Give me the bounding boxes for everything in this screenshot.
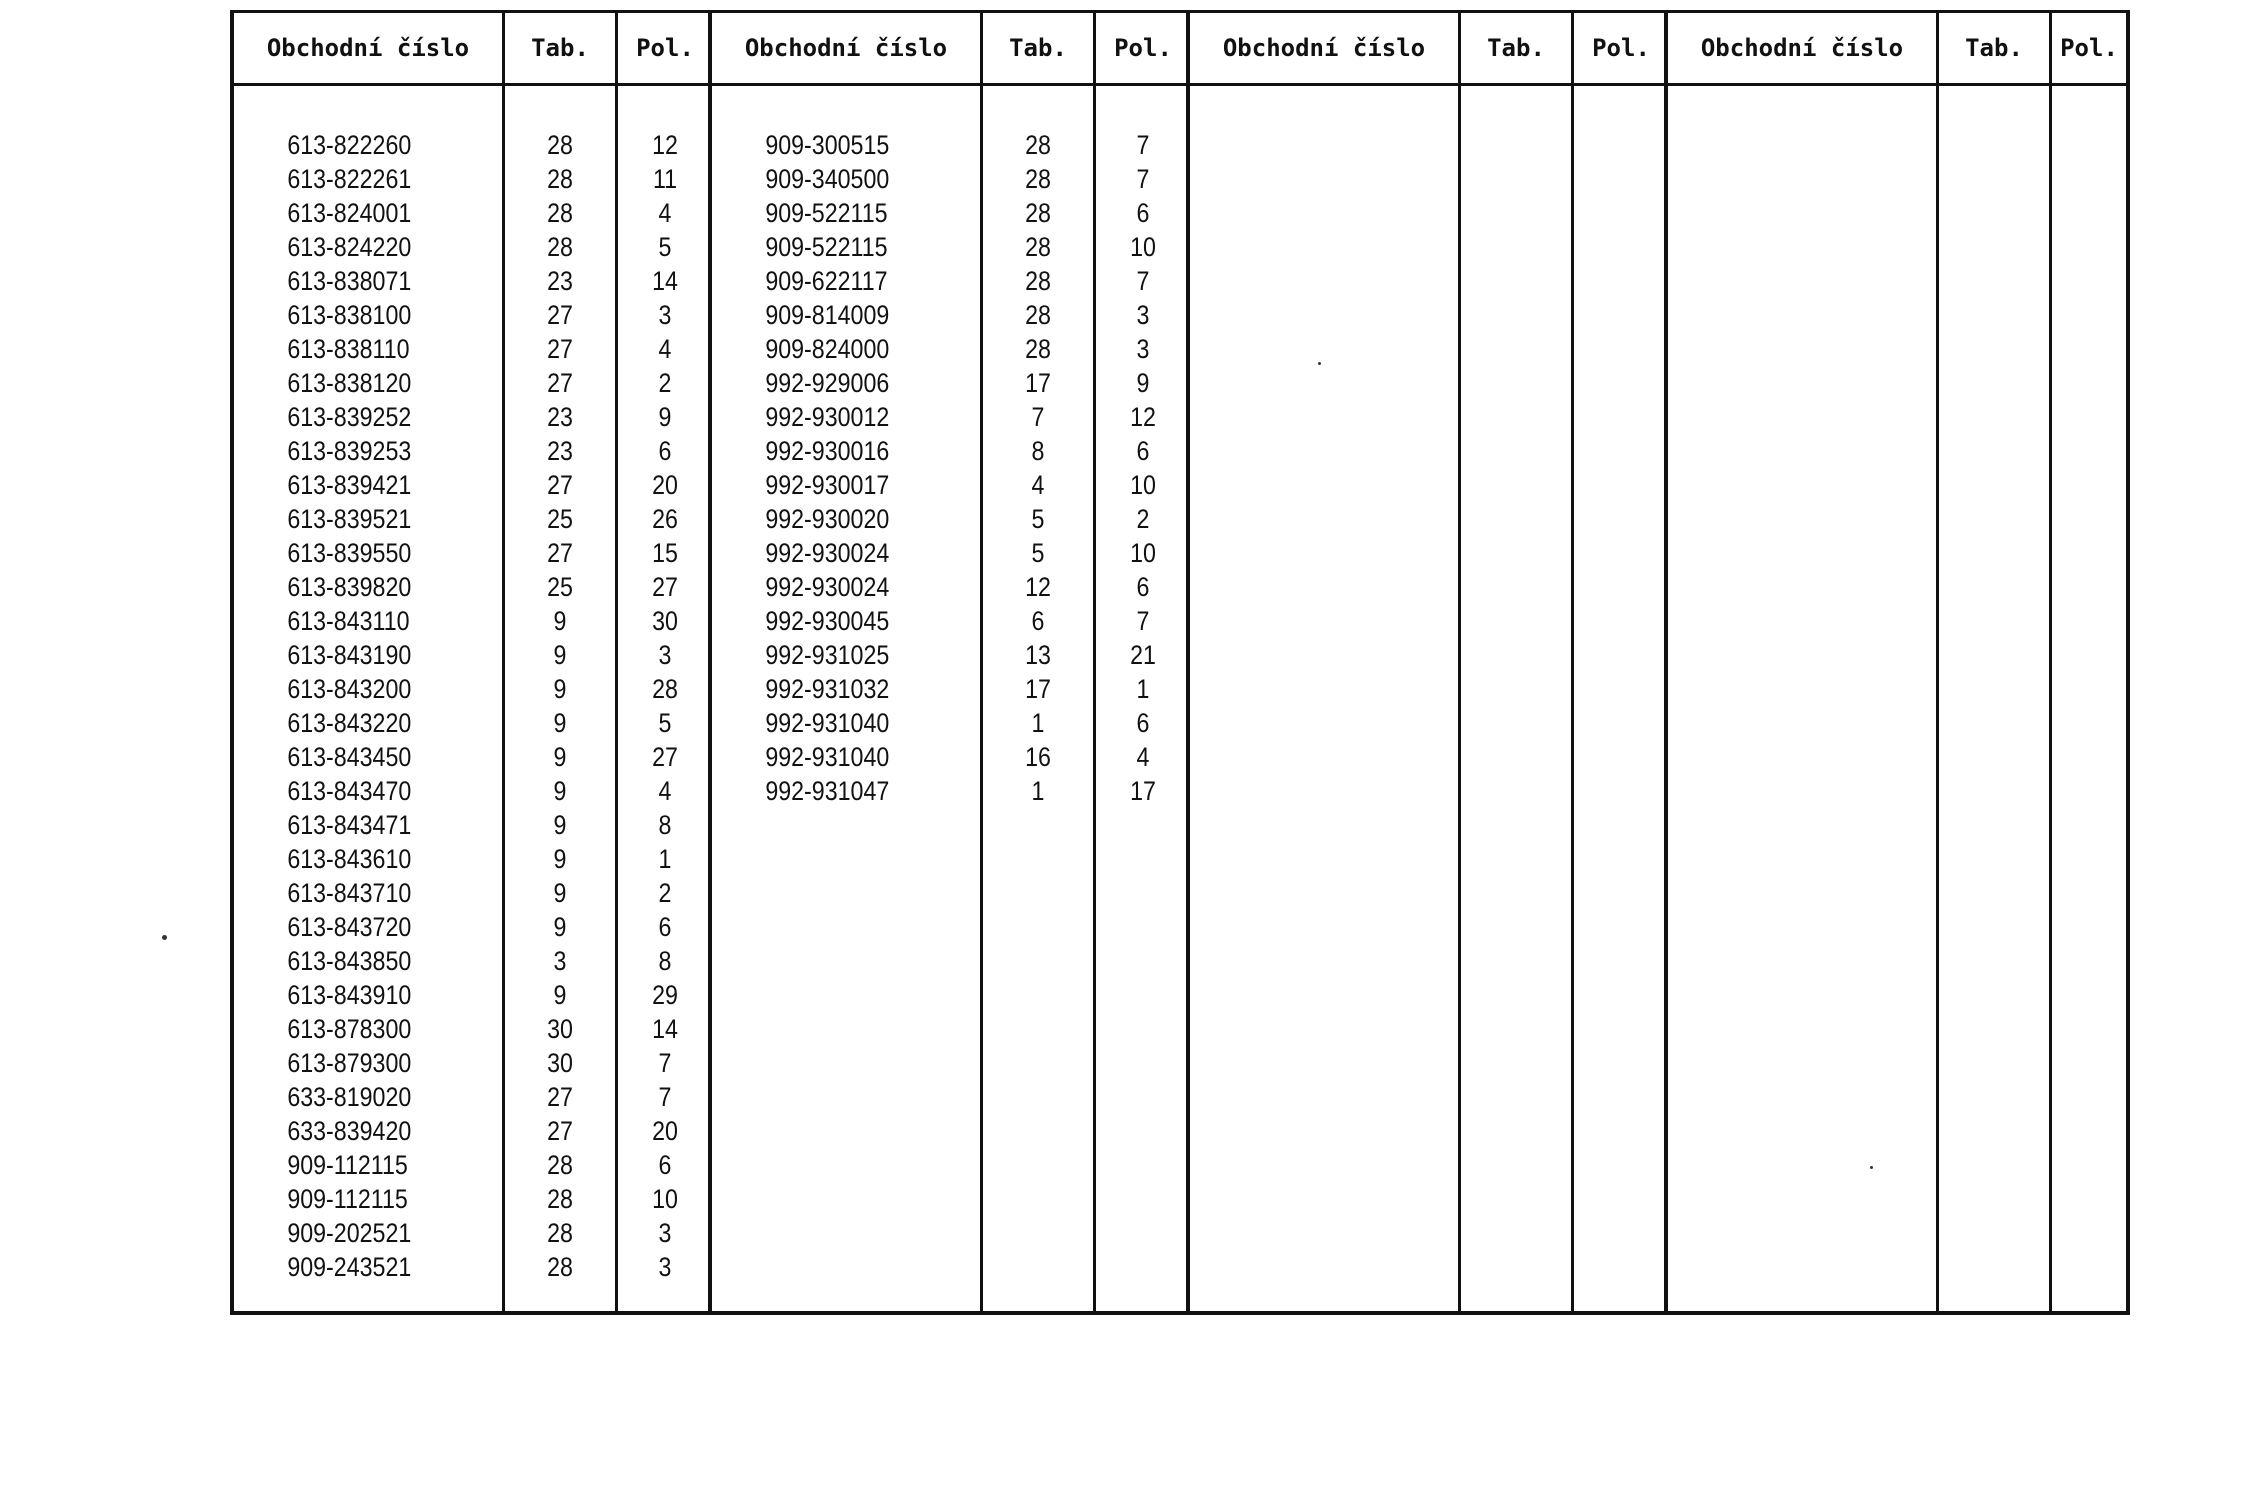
code-header: Obchodní číslo (234, 13, 502, 86)
code-cell: 992-930024 (765, 538, 890, 568)
code-cell: 909-814009 (765, 300, 890, 330)
pol-cell: 4 (658, 776, 672, 806)
tab-cell: 9 (553, 878, 567, 908)
code-cell: 992-931032 (765, 674, 890, 704)
code-cell: 613-878300 (287, 1014, 412, 1044)
code-cell: 992-930016 (765, 436, 890, 466)
code-cell: 613-838071 (287, 266, 412, 296)
tab-cell: 28 (1025, 266, 1051, 296)
code-cell: 613-839521 (287, 504, 412, 534)
pol-cell: 8 (658, 810, 672, 840)
pol-cell: 12 (1130, 402, 1156, 432)
pol-cell: 14 (652, 266, 678, 296)
code-cell: 613-843471 (287, 810, 412, 840)
code-cell: 613-822260 (287, 130, 412, 160)
pol-cell: 7 (1136, 266, 1150, 296)
code-cells (1190, 86, 1458, 128)
tab-cell: 27 (547, 470, 573, 500)
code-cells (712, 86, 980, 808)
tab-cell: 23 (547, 266, 573, 296)
tab-cell: 23 (547, 436, 573, 466)
code-cell: 613-843720 (287, 912, 412, 942)
code-cell: 992-930024 (765, 572, 890, 602)
tab-cell: 28 (547, 1184, 573, 1214)
tab-cell: 28 (1025, 198, 1051, 228)
tab-cell: 28 (1025, 164, 1051, 194)
code-header: Obchodní číslo (712, 13, 980, 86)
code-cell: 613-838120 (287, 368, 412, 398)
tab-cell: 28 (547, 130, 573, 160)
tab-header: Tab. (983, 13, 1093, 86)
code-cell: 613-824220 (287, 232, 412, 262)
tab-cells (1461, 86, 1571, 128)
column-group-1 (234, 13, 712, 1311)
pol-cell: 4 (1136, 742, 1150, 772)
code-cell: 613-839421 (287, 470, 412, 500)
tab-cell: 27 (547, 1116, 573, 1146)
tab-cell: 9 (553, 844, 567, 874)
tab-cell: 1 (1031, 776, 1045, 806)
tab-cells (1939, 86, 2049, 128)
tab-cell: 30 (547, 1014, 573, 1044)
scan-speck (1318, 362, 1321, 365)
tab-cell: 17 (1025, 674, 1051, 704)
code-cell: 909-340500 (765, 164, 890, 194)
pol-cell: 9 (658, 402, 672, 432)
tab-cell: 28 (547, 198, 573, 228)
tab-cells (505, 86, 615, 1284)
tab-cell: 9 (553, 742, 567, 772)
tab-cell: 27 (547, 300, 573, 330)
pol-cell: 7 (1136, 164, 1150, 194)
pol-cell: 6 (1136, 436, 1150, 466)
pol-cell: 7 (658, 1082, 672, 1112)
pol-cell: 11 (652, 164, 678, 194)
pol-cell: 10 (1130, 232, 1156, 262)
tab-cell: 4 (1031, 470, 1045, 500)
code-cells (1668, 86, 1936, 128)
code-cell: 613-822261 (287, 164, 412, 194)
tab-cell: 28 (547, 1252, 573, 1282)
code-cell: 992-931047 (765, 776, 890, 806)
parts-index-table (230, 10, 2130, 1315)
tab-cell: 27 (547, 368, 573, 398)
pol-cell: 28 (652, 674, 678, 704)
pol-cell: 15 (652, 538, 678, 568)
tab-cell: 25 (547, 504, 573, 534)
code-cell: 992-931040 (765, 708, 890, 738)
tab-cell: 28 (1025, 130, 1051, 160)
code-cell: 909-824000 (765, 334, 890, 364)
tab-cell: 27 (547, 1082, 573, 1112)
tab-cell: 9 (553, 640, 567, 670)
tab-column (1458, 13, 1571, 1311)
tab-cell: 25 (547, 572, 573, 602)
column-group-3 (1190, 13, 1668, 1311)
pol-cell: 14 (652, 1014, 678, 1044)
pol-cell: 6 (658, 912, 672, 942)
code-cell: 992-930020 (765, 504, 890, 534)
code-cell: 613-838100 (287, 300, 412, 330)
code-cell: 613-843200 (287, 674, 412, 704)
code-cell: 613-843610 (287, 844, 412, 874)
tab-cell: 27 (547, 334, 573, 364)
code-cell: 992-929006 (765, 368, 890, 398)
tab-cell: 7 (1031, 402, 1045, 432)
pol-cell: 8 (658, 946, 672, 976)
tab-cell: 9 (553, 810, 567, 840)
pol-cell: 3 (658, 1218, 672, 1248)
code-cell: 909-522115 (765, 198, 888, 228)
pol-cell: 3 (1136, 334, 1150, 364)
tab-header: Tab. (1939, 13, 2049, 86)
code-cell: 909-112115 (287, 1150, 408, 1180)
pol-cell: 3 (658, 1252, 672, 1282)
pol-cells (618, 86, 712, 1284)
code-cell: 992-931040 (765, 742, 890, 772)
pol-column (2049, 13, 2126, 1311)
pol-column (1093, 13, 1190, 1311)
pol-cell: 26 (652, 504, 678, 534)
tab-cell: 17 (1025, 368, 1051, 398)
tab-cell: 9 (553, 708, 567, 738)
code-cell: 613-838110 (287, 334, 410, 364)
tab-cell: 3 (553, 946, 567, 976)
tab-column (980, 13, 1093, 1311)
code-cell: 909-300515 (765, 130, 890, 160)
scan-speck (162, 935, 167, 940)
tab-cell: 16 (1025, 742, 1051, 772)
tab-cell: 13 (1025, 640, 1051, 670)
code-cell: 613-839550 (287, 538, 412, 568)
tab-cells (983, 86, 1093, 808)
code-cell: 633-839420 (287, 1116, 412, 1146)
code-column (1668, 13, 1936, 1311)
pol-cell: 27 (652, 572, 678, 602)
code-cell: 613-843110 (287, 606, 410, 636)
code-cells (234, 86, 502, 1284)
pol-cell: 6 (658, 436, 672, 466)
tab-cell: 5 (1031, 538, 1045, 568)
code-column (712, 13, 980, 1311)
pol-cell: 21 (1130, 640, 1156, 670)
pol-cell: 29 (652, 980, 678, 1010)
code-cell: 613-839252 (287, 402, 412, 432)
pol-cell: 2 (658, 368, 672, 398)
pol-cell: 6 (658, 1150, 672, 1180)
pol-cell: 10 (1130, 470, 1156, 500)
pol-cell: 2 (658, 878, 672, 908)
tab-cell: 28 (547, 1218, 573, 1248)
tab-cell: 23 (547, 402, 573, 432)
tab-cell: 28 (1025, 232, 1051, 262)
code-cell: 613-843220 (287, 708, 412, 738)
code-cell: 613-824001 (287, 198, 412, 228)
code-cell: 909-112115 (287, 1184, 408, 1214)
code-cell: 613-843710 (287, 878, 412, 908)
code-cell: 613-839820 (287, 572, 412, 602)
pol-cell: 5 (658, 708, 672, 738)
pol-cell: 7 (1136, 130, 1150, 160)
code-header: Obchodní číslo (1190, 13, 1458, 86)
tab-cell: 9 (553, 674, 567, 704)
pol-header: Pol. (2052, 13, 2126, 86)
pol-cell: 7 (1136, 606, 1150, 636)
tab-cell: 28 (1025, 300, 1051, 330)
pol-cell: 6 (1136, 708, 1150, 738)
code-column (234, 13, 502, 1311)
pol-cell: 17 (1130, 776, 1156, 806)
tab-column (502, 13, 615, 1311)
pol-cell: 7 (658, 1048, 672, 1078)
code-cell: 992-930045 (765, 606, 890, 636)
pol-header: Pol. (1096, 13, 1190, 86)
pol-column (615, 13, 712, 1311)
pol-cell: 9 (1136, 368, 1150, 398)
pol-cell: 10 (652, 1184, 678, 1214)
pol-cell: 4 (658, 334, 672, 364)
code-cell: 633-819020 (287, 1082, 412, 1112)
tab-header: Tab. (1461, 13, 1571, 86)
code-cell: 613-843850 (287, 946, 412, 976)
pol-cells (2052, 86, 2126, 128)
tab-cell: 27 (547, 538, 573, 568)
tab-cell: 5 (1031, 504, 1045, 534)
tab-cell: 12 (1025, 572, 1051, 602)
tab-cell: 8 (1031, 436, 1045, 466)
tab-cell: 28 (547, 232, 573, 262)
code-cell: 613-843450 (287, 742, 412, 772)
tab-cell: 6 (1031, 606, 1045, 636)
code-cell: 613-839253 (287, 436, 412, 466)
code-cell: 992-930012 (765, 402, 890, 432)
tab-header: Tab. (505, 13, 615, 86)
pol-cell: 3 (1136, 300, 1150, 330)
pol-cells (1096, 86, 1190, 808)
tab-cell: 28 (547, 1150, 573, 1180)
code-column (1190, 13, 1458, 1311)
code-header: Obchodní číslo (1668, 13, 1936, 86)
pol-cell: 10 (1130, 538, 1156, 568)
pol-cell: 30 (652, 606, 678, 636)
tab-cell: 30 (547, 1048, 573, 1078)
tab-cell: 9 (553, 776, 567, 806)
column-group-4 (1668, 13, 2126, 1311)
pol-cell: 3 (658, 640, 672, 670)
code-cell: 613-879300 (287, 1048, 412, 1078)
pol-cell: 20 (652, 1116, 678, 1146)
code-cell: 909-243521 (287, 1252, 412, 1282)
pol-cell: 27 (652, 742, 678, 772)
pol-cell: 6 (1136, 572, 1150, 602)
pol-header: Pol. (618, 13, 712, 86)
pol-cell: 4 (658, 198, 672, 228)
tab-cell: 1 (1031, 708, 1045, 738)
pol-cell: 6 (1136, 198, 1150, 228)
code-cell: 909-202521 (287, 1218, 412, 1248)
tab-cell: 28 (547, 164, 573, 194)
tab-cell: 9 (553, 912, 567, 942)
pol-cell: 2 (1136, 504, 1150, 534)
pol-cell: 5 (658, 232, 672, 262)
scan-speck (1870, 1166, 1873, 1169)
code-cell: 909-622117 (765, 266, 888, 296)
tab-column (1936, 13, 2049, 1311)
pol-cell: 20 (652, 470, 678, 500)
pol-header: Pol. (1574, 13, 1668, 86)
pol-cell: 1 (658, 844, 672, 874)
code-cell: 613-843910 (287, 980, 412, 1010)
column-group-2 (712, 13, 1190, 1311)
pol-cell: 12 (652, 130, 678, 160)
pol-cell: 3 (658, 300, 672, 330)
tab-cell: 28 (1025, 334, 1051, 364)
tab-cell: 9 (553, 606, 567, 636)
code-cell: 992-930017 (765, 470, 890, 500)
code-cell: 992-931025 (765, 640, 890, 670)
pol-cell: 1 (1136, 674, 1150, 704)
pol-column (1571, 13, 1668, 1311)
code-cell: 613-843190 (287, 640, 412, 670)
code-cell: 909-522115 (765, 232, 888, 262)
code-cell: 613-843470 (287, 776, 412, 806)
pol-cells (1574, 86, 1668, 128)
tab-cell: 9 (553, 980, 567, 1010)
